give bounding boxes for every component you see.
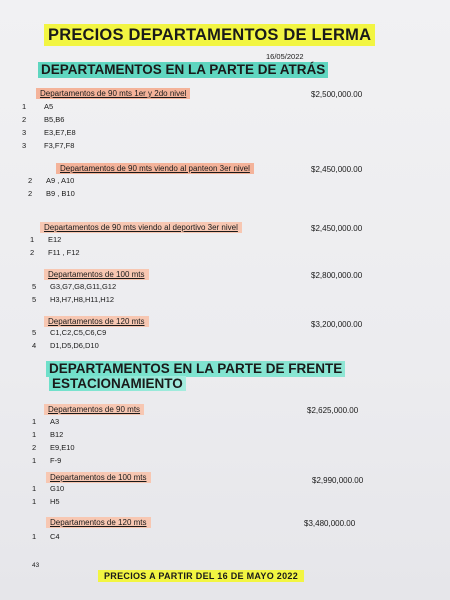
- group-header-90-panteon: Departamentos de 90 mts viendo al panteon 3er nivel: [56, 163, 254, 174]
- group-price: $2,450,000.00: [311, 224, 363, 233]
- group-price: $2,500,000.00: [311, 90, 363, 99]
- unit-list: B12: [50, 430, 64, 439]
- unit-count: 1: [22, 102, 27, 111]
- group-header-90-deportivo: Departamentos de 90 mts viendo al deportivo 3er nivel: [40, 222, 242, 233]
- unit-count: 5: [32, 328, 37, 337]
- unit-list: F11 , F12: [48, 248, 80, 257]
- unit-count: 3: [22, 141, 27, 150]
- unit-list: A9 , A10: [46, 176, 75, 185]
- group-header-120-back: Departamentos de 120 mts: [44, 316, 149, 327]
- unit-list: A5: [44, 102, 54, 111]
- section-heading-parking: [46, 376, 189, 392]
- unit-count: 4: [32, 341, 37, 350]
- unit-list: F-9: [50, 456, 62, 465]
- unit-count: 1: [32, 532, 37, 541]
- group-price: $2,800,000.00: [311, 271, 363, 280]
- unit-count: 1: [32, 430, 37, 439]
- unit-count: 1: [32, 456, 37, 465]
- group-header-120-front: Departamentos de 120 mts: [46, 517, 151, 528]
- group-header-100-front: Departamentos de 100 mts: [46, 472, 151, 483]
- section-heading-front: DEPARTAMENTOS EN LA PARTE DE FRENTE: [46, 361, 345, 377]
- document-date: 16/05/2022: [266, 52, 304, 61]
- section-heading-parking-text: ESTACIONAMIENTO: [49, 376, 186, 391]
- group-price: $2,990,000.00: [312, 476, 364, 485]
- unit-list: F3,F7,F8: [44, 141, 75, 150]
- unit-count: 2: [22, 115, 27, 124]
- group-header-90-front: Departamentos de 90 mts: [44, 404, 144, 415]
- page-title: PRECIOS DEPARTAMENTOS DE LERMA: [44, 24, 375, 46]
- unit-count: 2: [30, 248, 35, 257]
- group-price: $3,480,000.00: [304, 519, 356, 528]
- unit-list: E3,E7,E8: [44, 128, 76, 137]
- unit-list: H3,H7,H8,H11,H12: [50, 295, 115, 304]
- unit-count: 2: [28, 189, 33, 198]
- section-heading-back: DEPARTAMENTOS EN LA PARTE DE ATRÁS: [38, 62, 328, 78]
- unit-count: 1: [32, 484, 37, 493]
- unit-list: B9 , B10: [46, 189, 75, 198]
- unit-list: C4: [50, 532, 60, 541]
- group-price: $2,625,000.00: [307, 406, 359, 415]
- unit-count: 1: [32, 497, 37, 506]
- unit-count: 5: [32, 295, 37, 304]
- unit-list: A3: [50, 417, 60, 426]
- group-price: $3,200,000.00: [311, 320, 363, 329]
- group-header-90-back-levels-1-2: Departamentos de 90 mts 1er y 2do nivel: [36, 88, 190, 99]
- unit-count: 3: [22, 128, 27, 137]
- unit-list: E12: [48, 235, 62, 244]
- unit-list: G3,G7,G8,G11,G12: [50, 282, 117, 291]
- group-header-100-back: Departamentos de 100 mts: [44, 269, 149, 280]
- page-number: 43: [32, 562, 40, 569]
- unit-list: E9,E10: [50, 443, 75, 452]
- unit-list: D1,D5,D6,D10: [50, 341, 99, 350]
- unit-list: H5: [50, 497, 60, 506]
- footer-note: PRECIOS A PARTIR DEL 16 DE MAYO 2022: [98, 570, 304, 582]
- group-price: $2,450,000.00: [311, 165, 363, 174]
- unit-count: 2: [32, 443, 37, 452]
- unit-count: 5: [32, 282, 37, 291]
- unit-count: 2: [28, 176, 33, 185]
- unit-count: 1: [30, 235, 35, 244]
- unit-list: C1,C2,C5,C6,C9: [50, 328, 107, 337]
- unit-list: B5,B6: [44, 115, 65, 124]
- unit-list: G10: [50, 484, 65, 493]
- unit-count: 1: [32, 417, 37, 426]
